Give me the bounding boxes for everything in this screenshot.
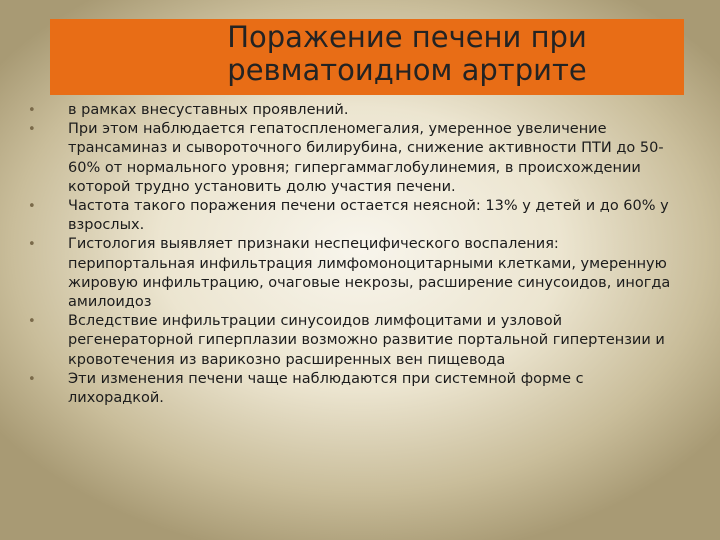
bullet-dot-icon: •: [28, 237, 36, 253]
bullet-dot-icon: •: [28, 199, 36, 215]
bullet-list: [26, 101, 682, 408]
bullet-dot-icon: •: [28, 314, 36, 330]
bullet-text: Частота такого поражения печени остается неясной: 13% у детей и до 60% у взрослых.: [68, 198, 669, 234]
bullet-text: в рамках внесуставных проявлений.: [68, 102, 349, 118]
bullet-text: Эти изменения печени чаще наблюдаются при системной форме с лихорадкой.: [68, 370, 584, 407]
slide-title: Поражение печени при ревматоидном артрите: [227, 20, 587, 87]
bullet-text: При этом наблюдается гепатоспленомегалия, умеренное увеличение трансаминаз и сывороточного билирубина, снижение активности ПТИ до 50-60% от нормального уровня; гипергаммаглобулинемия, в происхождении которой трудно установить долю участия печени.: [68, 121, 664, 195]
bullet-text: Гистология выявляет признаки неспецифического воспаления: перипортальная инфильтрация лимфомоноцитарными клетками, умеренную жировую инфильтрацию, очаговые некрозы, расширение синусоидов, иногда амилоидоз: [68, 236, 671, 311]
title-bar: [50, 19, 684, 95]
bullet-item: [26, 370, 682, 408]
bullet-dot-icon: •: [28, 371, 36, 387]
bullet-text: Вследствие инфильтрации синусоидов лимфоцитами и узловой регенераторной гиперплазии возможно развитие портальной гипертензии и кровотечения из варикозно расширенных вен пищевода: [68, 313, 665, 368]
bullet-dot-icon: •: [28, 103, 36, 118]
bullet-dot-icon: •: [28, 122, 36, 138]
bullet-item: [26, 101, 682, 120]
bullet-item: [26, 197, 682, 235]
bullet-item: [26, 235, 682, 312]
bullet-item: [26, 312, 682, 370]
bullet-item: [26, 120, 682, 197]
